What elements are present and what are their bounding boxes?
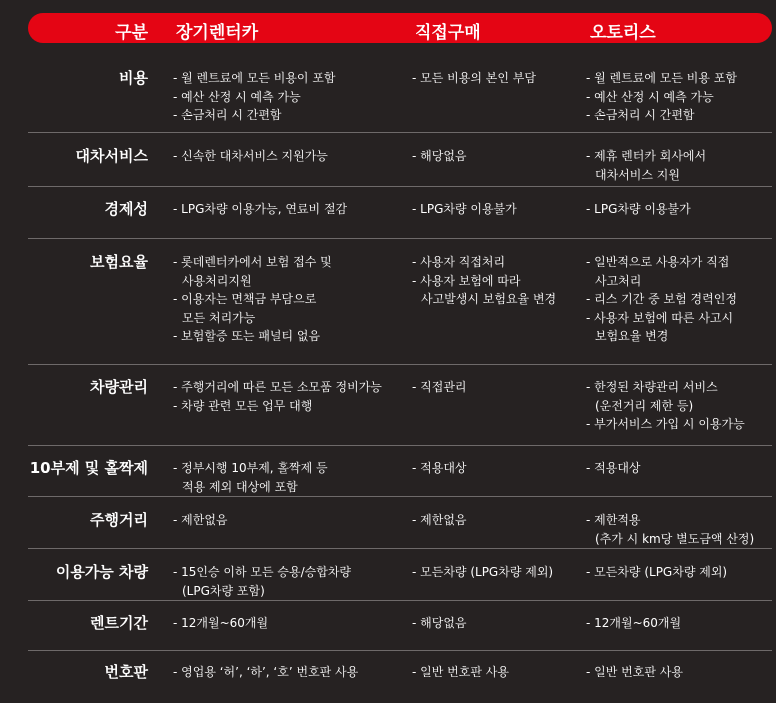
table-cell-c1: [173, 563, 408, 600]
cell-line: - 예산 산정 시 예측 가능: [173, 89, 301, 104]
cell-line: 사용처리지원: [182, 273, 252, 288]
cell-line: - 손금처리 시 간편함: [173, 108, 282, 122]
table-cell-c3: [586, 378, 772, 434]
cell-line: - 일반 번호판 사용: [586, 665, 683, 679]
cell-line: - LPG차량 이용불가: [412, 202, 517, 216]
row-label: 비용: [119, 69, 148, 87]
cell-line: - 일반 번호판 사용: [412, 665, 509, 679]
row-divider: [28, 186, 772, 187]
row-divider: [28, 650, 772, 651]
cell-line: - 영업용 ‘허’, ‘하’, ‘호’ 번호판 사용: [173, 665, 359, 679]
cell-line: - 사용자 직접처리: [412, 255, 506, 269]
cell-line: 사고발생시 보험요율 변경: [421, 292, 557, 306]
row-label: 보험요율: [90, 253, 148, 271]
table-cell-c3: [586, 253, 772, 346]
row-divider: [28, 238, 772, 239]
cell-line: - 보험할증 또는 패널티 없음: [173, 329, 321, 343]
cell-line: - 적용대상: [412, 461, 467, 475]
cell-line: - 사용자 보험에 따라: [412, 273, 521, 288]
table-cell-c1: [173, 663, 408, 682]
table-cell-c3: [586, 614, 772, 633]
table-cell-c2: [412, 511, 584, 530]
table-cell-c3: [586, 511, 772, 548]
table-cell-c3: [586, 200, 772, 219]
cell-line: (LPG차량 포함): [182, 583, 265, 598]
row-label: 10부제 및 홀짝제: [29, 459, 148, 477]
row-divider: [28, 496, 772, 497]
table-cell-c1: [173, 253, 408, 346]
cell-line: - 주행거리에 따른 모든 소모품 정비가능: [173, 380, 382, 394]
cell-line: - 일반적으로 사용자가 직접: [586, 255, 730, 269]
cell-line: - LPG차량 이용가능, 연료비 절감: [173, 202, 348, 216]
cell-line: - 사용자 보험에 따른 사고시: [586, 310, 734, 325]
row-label: 차량관리: [90, 378, 148, 396]
cell-line: - 제한없음: [173, 513, 228, 527]
table-cell-c2: [412, 253, 584, 309]
cell-line: - 제한없음: [412, 513, 467, 527]
cell-line: - 직접관리: [412, 380, 467, 394]
table-cell-c1: [173, 147, 408, 166]
cell-line: - 정부시행 10부제, 홀짝제 등: [173, 461, 328, 475]
table-cell-c1: [173, 614, 408, 633]
cell-line: (추가 시 km당 별도금액 산정): [595, 531, 755, 546]
cell-line: 대차서비스 지원: [595, 167, 680, 182]
table-cell-c1: [173, 459, 408, 496]
table-cell-c1: [173, 69, 408, 125]
table-cell-c2: [412, 563, 584, 582]
cell-line: - 한정된 차량관리 서비스: [586, 380, 718, 394]
cell-line: - 월 렌트료에 모든 비용 포함: [586, 71, 737, 85]
row-divider: [28, 132, 772, 133]
cell-line: - 제한적용: [586, 513, 641, 527]
table-header: [28, 13, 772, 43]
table-cell-c2: [412, 200, 584, 219]
table-cell-c3: [586, 563, 772, 582]
cell-line: 보험요율 변경: [595, 329, 669, 343]
row-divider: [28, 445, 772, 446]
cell-line: - 모든 비용의 본인 부담: [412, 71, 536, 85]
cell-line: 사고처리: [595, 273, 642, 288]
cell-line: - 해당없음: [412, 616, 467, 630]
cell-line: - 15인승 이하 모든 승용/승합차량: [173, 565, 352, 579]
table-cell-c1: [173, 511, 408, 530]
row-label: 번호판: [104, 663, 148, 681]
table-cell-c3: [586, 69, 772, 125]
cell-line: - 월 렌트료에 모든 비용이 포함: [173, 71, 336, 85]
row-label: 주행거리: [90, 511, 148, 529]
row-divider: [28, 548, 772, 549]
header-long-term-rental: 장기렌터카: [176, 23, 259, 43]
cell-line: - 모든차량 (LPG차량 제외): [586, 565, 728, 579]
table-cell-c1: [173, 200, 408, 219]
cell-line: - 차량 관련 모든 업무 대행: [173, 398, 313, 413]
table-cell-c2: [412, 663, 584, 682]
cell-line: - 손금처리 시 간편함: [586, 108, 695, 122]
table-cell-c3: [586, 147, 772, 184]
header-category: 구분: [115, 23, 148, 43]
table-cell-c3: [586, 663, 772, 682]
cell-line: - 12개월~60개월: [586, 616, 682, 630]
table-cell-c3: [586, 459, 772, 478]
cell-line: - 예산 산정 시 예측 가능: [586, 89, 714, 104]
cell-line: - 모든차량 (LPG차량 제외): [412, 565, 554, 579]
row-label: 렌트기간: [90, 614, 148, 632]
table-cell-c2: [412, 459, 584, 478]
cell-line: 모든 처리가능: [182, 310, 256, 325]
header-auto-lease: 오토리스: [590, 23, 656, 43]
cell-line: - LPG차량 이용불가: [586, 202, 691, 216]
row-label: 경제성: [104, 200, 148, 218]
cell-line: - 롯데렌터카에서 보험 접수 및: [173, 255, 332, 269]
header-direct-purchase: 직접구매: [415, 23, 481, 43]
row-label: 이용가능 차량: [55, 563, 148, 581]
table-cell-c2: [412, 614, 584, 633]
cell-line: - 이용자는 면책금 부담으로: [173, 292, 317, 306]
cell-line: - 부가서비스 가입 시 이용가능: [586, 417, 745, 431]
table-cell-c1: [173, 378, 408, 415]
cell-line: - 12개월~60개월: [173, 616, 269, 630]
cell-line: - 적용대상: [586, 461, 641, 475]
table-cell-c2: [412, 147, 584, 166]
row-divider: [28, 364, 772, 365]
table-cell-c2: [412, 378, 584, 397]
row-divider: [28, 600, 772, 601]
cell-line: - 신속한 대차서비스 지원가능: [173, 149, 328, 163]
cell-line: - 제휴 렌터카 회사에서: [586, 149, 707, 163]
cell-line: (운전거리 제한 등): [595, 398, 694, 413]
row-label: 대차서비스: [75, 147, 148, 165]
cell-line: - 리스 기간 중 보험 경력인정: [586, 292, 737, 306]
cell-line: 적용 제외 대상에 포함: [182, 479, 298, 494]
table-cell-c2: [412, 69, 584, 88]
cell-line: - 해당없음: [412, 149, 467, 163]
